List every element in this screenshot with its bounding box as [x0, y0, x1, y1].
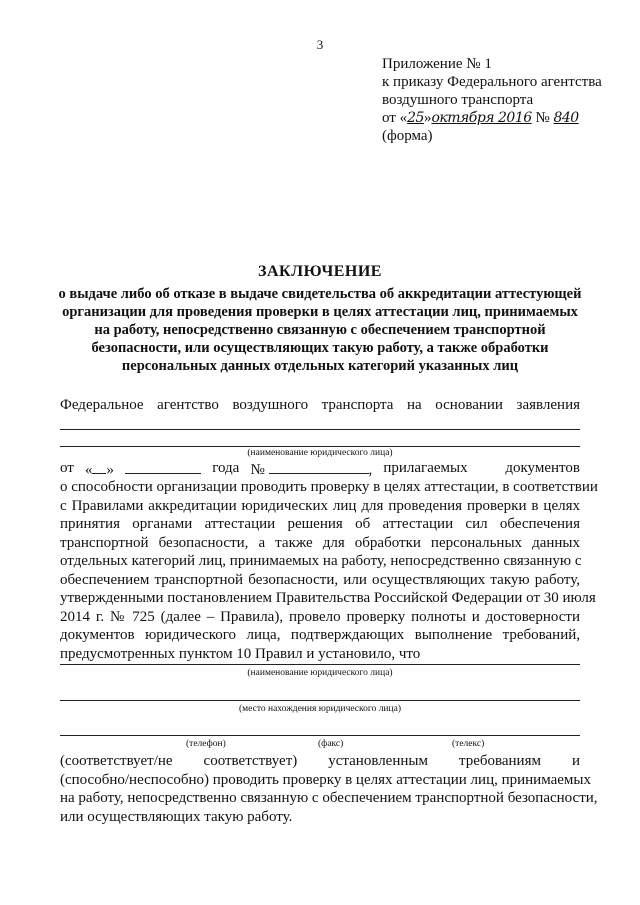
body-line: транспортной безопасности, а также для обработки персональных данных	[60, 534, 580, 551]
date-prefix: от «	[382, 110, 408, 126]
conclusion-line: на работу, непосредственно связанную с обеспечением транспортной безопасности,	[60, 790, 598, 806]
conclusion-paragraph	[60, 752, 598, 826]
body-line: с Правилами аккредитации юридических лиц для проведения проверки в целях	[60, 497, 580, 514]
org-name-caption-2: (наименование юридического лица)	[247, 668, 393, 678]
intro-text: Федеральное агентство воздушного транспорта на основании заявления	[60, 397, 580, 413]
subtitle-line: безопасности, или осуществляющих такую работу, а также обработки	[91, 340, 549, 356]
attached-documents: прилагаемых документов	[383, 460, 580, 476]
date-number-line	[60, 460, 580, 479]
document-subtitle	[0, 285, 640, 375]
form-label: (форма)	[382, 128, 433, 144]
date-quote-day: « »	[84, 462, 114, 478]
date-day-handwritten: 25	[407, 110, 424, 126]
date-blank	[125, 460, 201, 474]
location-caption: (место нахождения юридического лица)	[239, 704, 401, 714]
appendix-line-1: Приложение № 1	[382, 56, 492, 72]
org-name-line	[60, 429, 580, 430]
body-line: предусмотренных пунктом 10 Правил и установило, что	[60, 645, 421, 662]
telex-caption: (телекс)	[452, 739, 485, 749]
appendix-line-3: воздушного транспорта	[382, 92, 534, 108]
appendix-line-2: к приказу Федерального агентства	[382, 74, 602, 90]
org-name-line-2	[60, 446, 580, 447]
page-number: 3	[316, 37, 324, 52]
location-line	[60, 700, 580, 701]
date-from: от	[60, 460, 74, 476]
org-name-caption: (наименование юридического лица)	[247, 448, 393, 458]
org-name-line-3	[60, 664, 580, 665]
body-paragraph	[60, 478, 598, 663]
body-line: принятия органами аттестации решения об аттестации сил обеспечения	[60, 516, 580, 532]
body-line: обеспечением транспортной безопасности, или осуществляющих такую работу,	[60, 571, 580, 588]
appendix-date-line	[382, 109, 602, 127]
order-number-handwritten: 840	[553, 110, 579, 126]
subtitle-line: персональных данных отдельных категорий указанных лиц	[121, 358, 519, 374]
year-word: года	[212, 460, 240, 476]
subtitle-line: организации для проведения проверки в целях аттестации лиц, принимаемых	[62, 304, 578, 320]
conclusion-line: (соответствует/не соответствует) установленным требованиям и	[60, 753, 580, 769]
date-month-year-handwritten: октября 2016	[431, 110, 532, 126]
subtitle-line: на работу, непосредственно связанную с обеспечением транспортной	[94, 322, 546, 338]
conclusion-line: (способно/неспособно) проводить проверку в целях аттестации лиц, принимаемых	[60, 771, 591, 788]
body-line: 2014 г. № 725 (далее – Правила), провело проверку полноты и достоверности	[60, 608, 580, 625]
appendix-header	[382, 55, 602, 145]
date-mid: »	[423, 110, 432, 126]
body-line: документов юридического лица, подтверждающих выполнение требований,	[60, 627, 580, 643]
document-title-block	[0, 262, 640, 375]
contacts-line	[60, 735, 580, 736]
body-line: утвержденными постановлением Правительства Российской Федерации от 30 июля	[60, 590, 596, 606]
number-prefix: №	[535, 110, 550, 126]
body-line: о способности организации проводить проверку в целях аттестации, в соответствии	[60, 479, 598, 495]
number-field: № ,	[250, 462, 373, 478]
fax-caption: (факс)	[318, 739, 344, 749]
phone-caption: (телефон)	[186, 739, 226, 749]
subtitle-line: о выдаче либо об отказе в выдаче свидетельства об аккредитации аттестующей	[58, 286, 582, 302]
document-title: ЗАКЛЮЧЕНИЕ	[258, 263, 382, 280]
body-line: отдельных категорий лиц, принимаемых на работу, непосредственно связанную с	[60, 553, 582, 569]
conclusion-line: или осуществляющих такую работу.	[60, 808, 293, 825]
